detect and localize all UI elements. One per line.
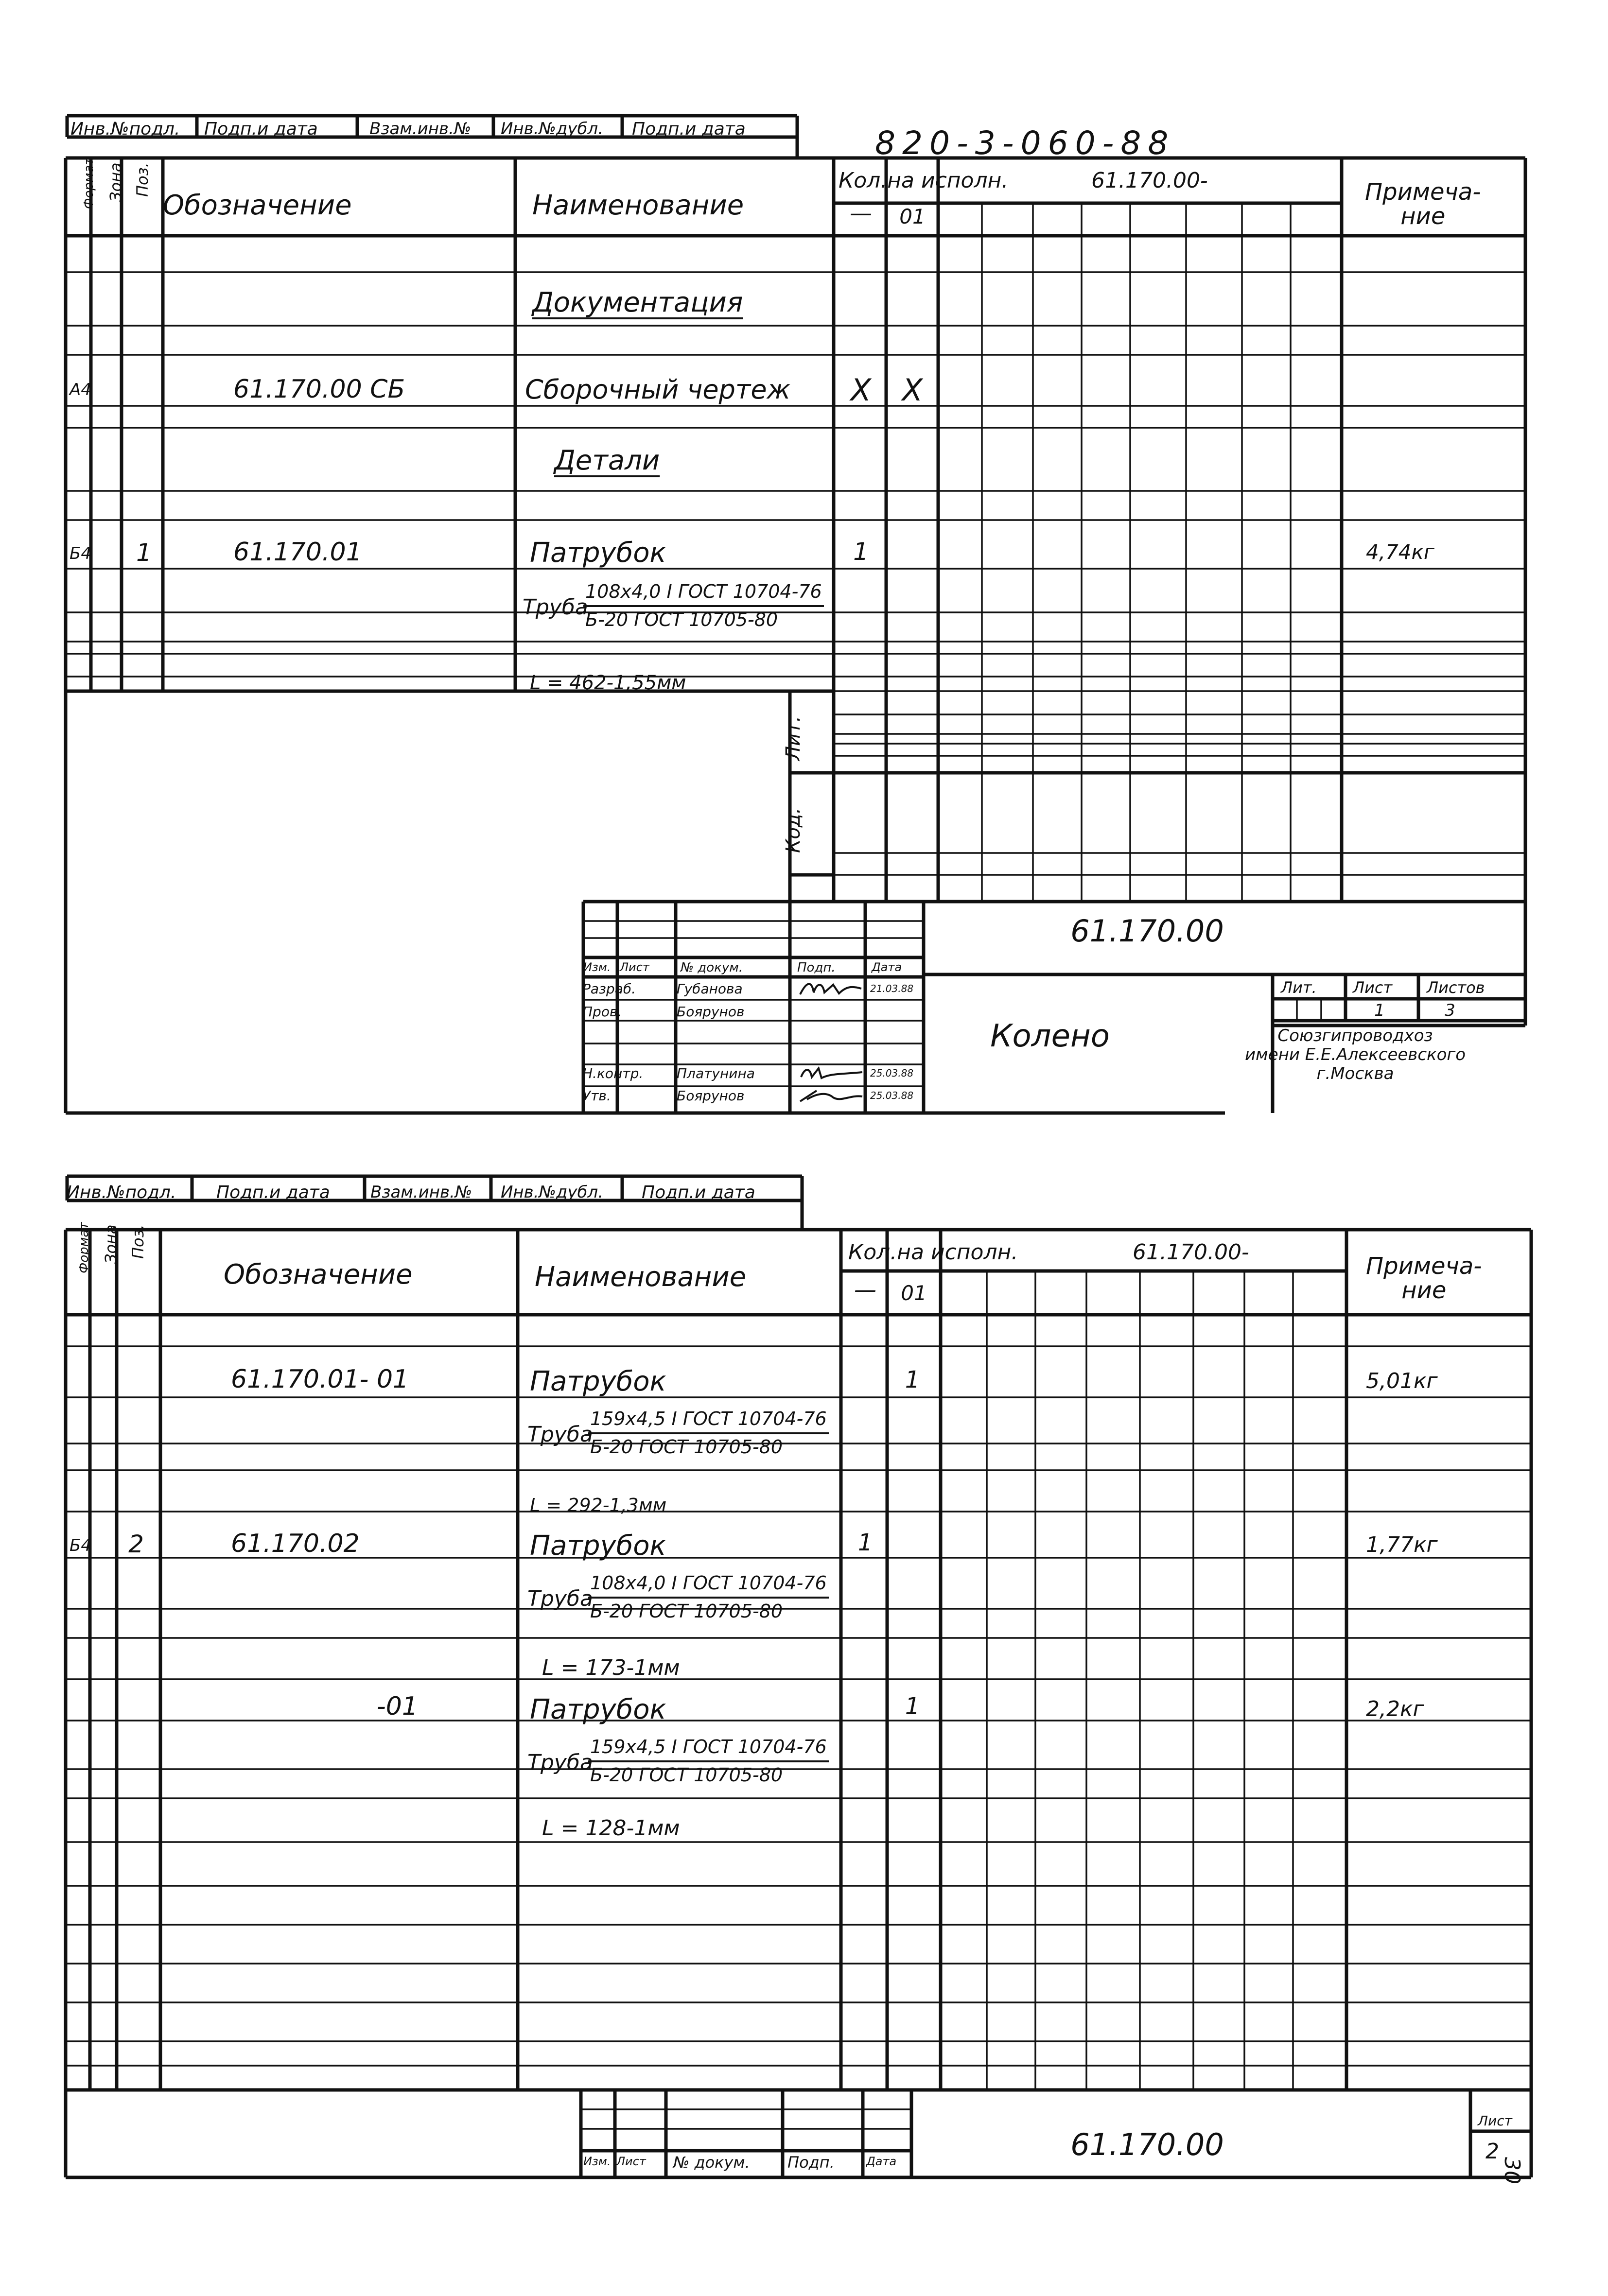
s2-row2-name: Патрубок: [530, 1530, 666, 1562]
tb1-hdr-list: Лист: [620, 960, 649, 974]
tb1-signer-date-4: 25.03.88: [870, 1090, 914, 1101]
stamp2-inv-dubl: Инв.№дубл.: [501, 1183, 604, 1202]
row-part1-note: 4,74кг: [1366, 540, 1434, 564]
s2-row1-designation: 61.170.01- 01: [231, 1365, 409, 1394]
row-part1-qty: 1: [853, 538, 869, 566]
document-code: 820-3-060-88: [875, 124, 1175, 162]
row-part1-name: Патрубок: [530, 537, 666, 569]
tb1-organization: Союзгипроводхоз имени Е.Е.Алексеевского г.Москва: [1244, 1026, 1466, 1084]
tb1-hdr-podp: Подп.: [797, 960, 836, 975]
s2-row2-format: Б4: [70, 1536, 91, 1555]
s2-row2-qty: 1: [857, 1529, 873, 1556]
s2-pipe3-length: L = 128-1мм: [542, 1816, 680, 1841]
col-pos-label: Поз.: [133, 162, 152, 197]
tb1-signer-name-2: Боярунов: [677, 1004, 745, 1020]
s2-row1-note: 5,01кг: [1366, 1369, 1438, 1393]
s2-pipe2-length: L = 173-1мм: [542, 1655, 680, 1680]
row-docs-format: А4: [70, 380, 91, 400]
row-part1-format: Б4: [70, 544, 91, 563]
tb1-lit: Лит.: [1281, 978, 1317, 997]
s2-row2-pos: 2: [128, 1530, 144, 1558]
s2-row3-note: 2,2кг: [1366, 1697, 1424, 1722]
col2-name-label: Наименование: [535, 1261, 747, 1293]
stamp-podp-data: Подп.и дата: [204, 119, 318, 139]
col2-variant-01: 01: [901, 1281, 927, 1305]
tb1-signer-role-4: Утв.: [582, 1088, 611, 1104]
col2-format-label: Формат: [77, 1222, 91, 1273]
tb1-signer-date-3: 25.03.88: [870, 1067, 914, 1079]
pipe1-spec-den: Б-20 ГОСТ 10705-80: [585, 609, 778, 630]
pipe1-spec-num: 108x4,0 I ГОСТ 10704-76: [583, 581, 824, 607]
col2-zone-label: Зона: [102, 1224, 120, 1264]
s2-pipe2-spec-den: Б-20 ГОСТ 10705-80: [590, 1600, 783, 1622]
tb2-hdr-podp: Подп.: [787, 2153, 835, 2172]
s2-pipe3-spec-num: 159x4,5 I ГОСТ 10704-76: [588, 1736, 829, 1762]
s2-row3-designation: -01: [377, 1692, 418, 1721]
row-docs-designation: 61.170.00 СБ: [233, 375, 405, 404]
tb2-list-val: 2: [1486, 2139, 1499, 2164]
s2-row1-qty: 1: [905, 1366, 920, 1393]
signature-4: [797, 1085, 865, 1105]
kod-label: Код.: [782, 807, 804, 853]
row-docs-name: Сборочный чертеж: [525, 374, 791, 405]
tb2-hdr-ndoc: № докум.: [673, 2153, 750, 2172]
s2-pipe3-spec: [588, 1736, 829, 1786]
s2-pipe1-length: L = 292-1,3мм: [530, 1495, 667, 1516]
s2-pipe3-prefix: Труба: [527, 1750, 593, 1775]
tb1-hdr-data: Дата: [872, 960, 902, 974]
tb1-list: Лист: [1353, 978, 1393, 997]
tb1-hdr-ndoc: № докум.: [681, 960, 743, 975]
tb1-listov-val: 3: [1445, 1001, 1455, 1020]
s2-pipe1-spec: [588, 1408, 829, 1458]
s2-pipe2-prefix: Труба: [527, 1586, 593, 1611]
stamp-podp-data-2: Подп.и дата: [632, 119, 746, 139]
stamp2-inv-podl: Инв.№подл.: [67, 1183, 176, 1202]
row-part1-designation: 61.170.01: [233, 538, 362, 567]
tb2-hdr-list: Лист: [616, 2155, 646, 2168]
col2-qty-assembly: 61.170.00-: [1133, 1240, 1249, 1265]
pipe1-length: L = 462-1,55мм: [530, 672, 686, 694]
tb1-code: 61.170.00: [1070, 913, 1224, 949]
col-variant-01: 01: [899, 205, 926, 228]
s2-row3-name: Патрубок: [530, 1694, 666, 1725]
col2-note-label: Примеча- ние: [1366, 1252, 1482, 1305]
tb1-signer-name-3: Платунина: [677, 1065, 755, 1081]
col2-qty-label: Кол.на исполн.: [848, 1240, 1018, 1265]
s2-pipe1-spec-den: Б-20 ГОСТ 10705-80: [590, 1436, 783, 1458]
tb1-name: Колено: [990, 1018, 1110, 1054]
col-name-label: Наименование: [532, 190, 744, 221]
tb2-hdr-izm: Изм.: [583, 2155, 611, 2168]
tb1-signer-name-1: Губанова: [677, 981, 743, 997]
tb1-signer-date-1: 21.03.88: [870, 983, 914, 994]
stamp-inv-podl: Инв.№подл.: [70, 119, 180, 139]
s2-row1-name: Патрубок: [530, 1366, 666, 1397]
signature-1: [797, 978, 865, 998]
stamp2-podp-data: Подп.и дата: [216, 1183, 330, 1202]
pipe1-spec: [583, 581, 824, 631]
col-note-label: Примеча- ние: [1365, 178, 1481, 230]
tb1-signer-role-2: Пров.: [582, 1004, 622, 1020]
tb1-signer-name-4: Боярунов: [677, 1088, 745, 1104]
tb2-list-label: Лист: [1478, 2113, 1512, 2129]
stamp2-vzam-inv: Взам.инв.№: [370, 1183, 472, 1202]
lit-label: Лит.: [782, 715, 804, 761]
tb2-hdr-data: Дата: [866, 2155, 897, 2168]
s2-pipe2-spec: [588, 1572, 829, 1622]
col2-pos-label: Поз.: [129, 1224, 147, 1259]
row-docs-qty-01: X: [902, 372, 923, 408]
margin-page-number: 30: [1500, 2157, 1524, 2184]
s2-pipe1-prefix: Труба: [527, 1422, 593, 1447]
col-variant-base: —: [850, 200, 872, 226]
tb2-code: 61.170.00: [1070, 2127, 1224, 2162]
section-documentation: Документация: [532, 287, 743, 318]
col-designation-label: Обозначение: [163, 190, 352, 221]
s2-row2-designation: 61.170.02: [231, 1529, 360, 1558]
s2-pipe1-spec-num: 159x4,5 I ГОСТ 10704-76: [588, 1408, 829, 1434]
stamp-vzam-inv: Взам.инв.№: [369, 119, 472, 139]
tb1-signer-role-1: Разраб.: [582, 981, 636, 997]
stamp-inv-dubl: Инв.№дубл.: [501, 119, 604, 139]
tb1-signer-role-3: Н.контр.: [582, 1065, 644, 1081]
s2-row3-qty: 1: [905, 1693, 920, 1720]
row-part1-pos: 1: [136, 539, 152, 567]
col-format-label: Формат: [82, 157, 96, 209]
signature-3: [797, 1062, 865, 1083]
s2-row2-note: 1,77кг: [1366, 1532, 1438, 1557]
col-qty-assembly: 61.170.00-: [1091, 168, 1208, 193]
s2-pipe2-spec-num: 108x4,0 I ГОСТ 10704-76: [588, 1572, 829, 1599]
section-parts: Детали: [554, 445, 660, 476]
tb1-hdr-izm: Изм.: [583, 960, 611, 974]
col2-designation-label: Обозначение: [224, 1259, 413, 1290]
tb1-listov: Листов: [1427, 978, 1485, 997]
row-docs-qty-base: X: [850, 372, 872, 408]
stamp2-podp-data-2: Подп.и дата: [642, 1183, 755, 1202]
s2-pipe3-spec-den: Б-20 ГОСТ 10705-80: [590, 1764, 783, 1786]
tb1-list-val: 1: [1374, 1001, 1385, 1020]
pipe1-prefix: Труба: [523, 595, 588, 620]
col-qty-label: Кол.на исполн.: [839, 168, 1009, 193]
col-zone-label: Зона: [106, 162, 125, 202]
col2-variant-base: —: [854, 1276, 876, 1303]
